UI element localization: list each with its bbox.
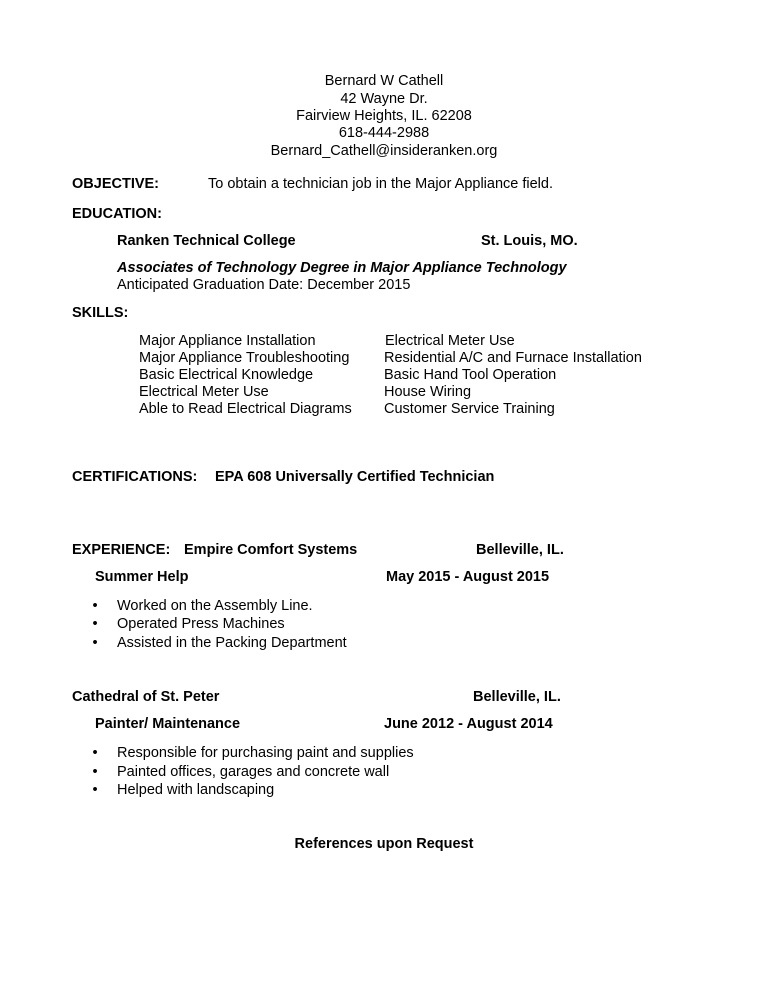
education-heading: EDUCATION: bbox=[72, 206, 162, 222]
references-note: References upon Request bbox=[294, 836, 474, 852]
job-dates: June 2012 - August 2014 bbox=[384, 716, 553, 732]
list-item-text: Operated Press Machines bbox=[117, 616, 285, 632]
job-location: Belleville, IL. bbox=[476, 542, 564, 558]
street-address: 42 Wayne Dr. bbox=[340, 91, 428, 107]
school-name: Ranken Technical College bbox=[117, 233, 296, 249]
list-item-text: Helped with landscaping bbox=[117, 782, 275, 798]
certification-text: EPA 608 Universally Certified Technician bbox=[215, 469, 495, 485]
skill-item: Major Appliance Installation bbox=[139, 333, 316, 349]
skill-item: House Wiring bbox=[384, 384, 472, 400]
bullet-icon: • bbox=[92, 616, 98, 632]
email-address: Bernard_Cathell@insideranken.org bbox=[270, 143, 498, 159]
list-item-text: Responsible for purchasing paint and supplies bbox=[117, 745, 414, 761]
skill-item: Major Appliance Troubleshooting bbox=[139, 350, 350, 366]
list-item-text: Painted offices, garages and concrete wall bbox=[117, 764, 390, 780]
bullet-icon: • bbox=[92, 764, 98, 780]
skill-item: Electrical Meter Use bbox=[385, 333, 515, 349]
list-item-text: Worked on the Assembly Line. bbox=[117, 598, 313, 614]
certifications-heading: CERTIFICATIONS: bbox=[72, 469, 198, 485]
skill-item: Residential A/C and Furnace Installation bbox=[384, 350, 642, 366]
job-location: Belleville, IL. bbox=[473, 689, 561, 705]
skill-item: Basic Hand Tool Operation bbox=[384, 367, 557, 383]
phone-number: 618-444-2988 bbox=[338, 125, 430, 141]
job-company: Empire Comfort Systems bbox=[184, 542, 358, 558]
skill-item: Electrical Meter Use bbox=[139, 384, 269, 400]
school-location: St. Louis, MO. bbox=[481, 233, 578, 249]
graduation-date: Anticipated Graduation Date: December 2015 bbox=[117, 277, 411, 293]
bullet-icon: • bbox=[92, 598, 98, 614]
bullet-icon: • bbox=[92, 745, 98, 761]
bullet-icon: • bbox=[92, 782, 98, 798]
objective-text: To obtain a technician job in the Major Appliance field. bbox=[208, 176, 553, 192]
job-dates: May 2015 - August 2015 bbox=[386, 569, 550, 585]
objective-heading: OBJECTIVE: bbox=[72, 176, 160, 192]
city-state-zip: Fairview Heights, IL. 62208 bbox=[296, 108, 472, 124]
bullet-icon: • bbox=[92, 635, 98, 651]
skill-item: Customer Service Training bbox=[384, 401, 555, 417]
skill-item: Able to Read Electrical Diagrams bbox=[139, 401, 352, 417]
job-title: Summer Help bbox=[95, 569, 189, 585]
experience-heading: EXPERIENCE: bbox=[72, 542, 171, 558]
job-title: Painter/ Maintenance bbox=[95, 716, 241, 732]
degree-title: Associates of Technology Degree in Major Appliance Technology bbox=[117, 260, 567, 276]
skills-heading: SKILLS: bbox=[72, 305, 129, 321]
job-company: Cathedral of St. Peter bbox=[72, 689, 220, 705]
skill-item: Basic Electrical Knowledge bbox=[139, 367, 314, 383]
applicant-name: Bernard W Cathell bbox=[324, 73, 444, 89]
list-item-text: Assisted in the Packing Department bbox=[117, 635, 347, 651]
